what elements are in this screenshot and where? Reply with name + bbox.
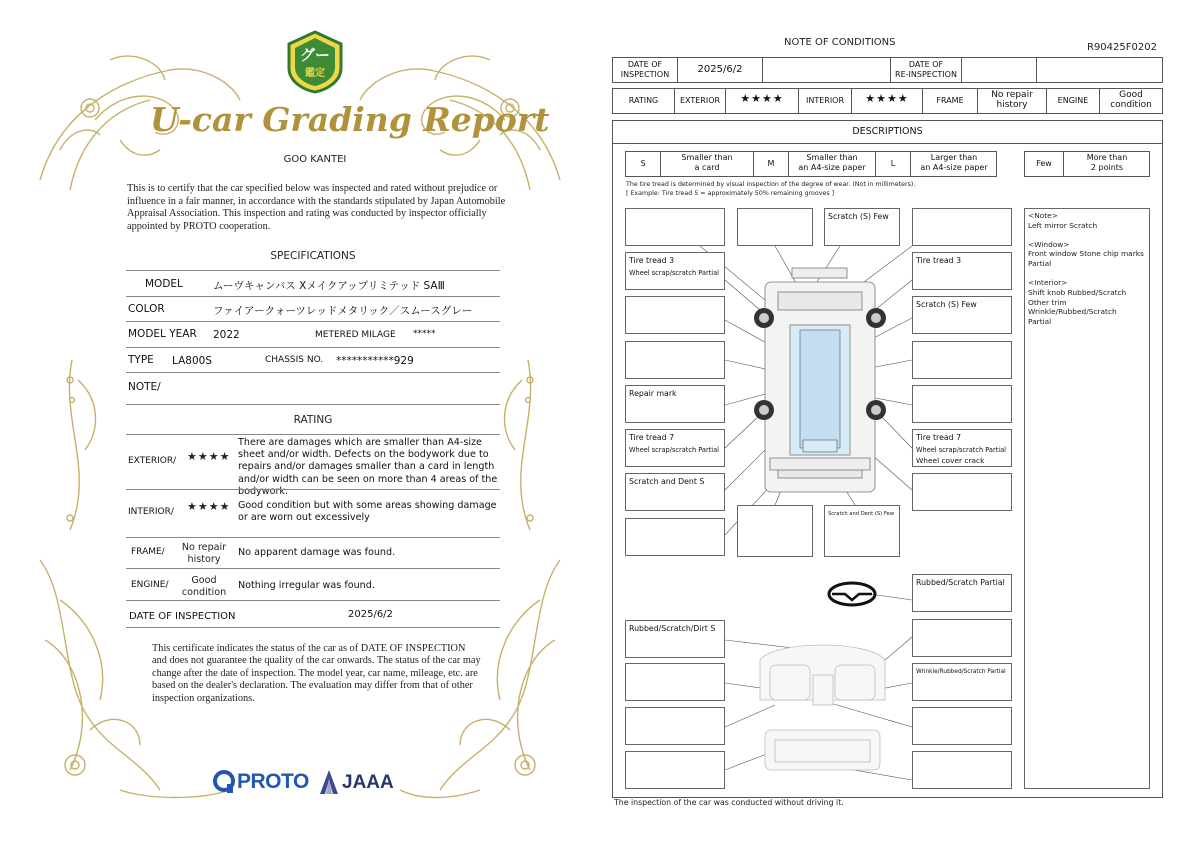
damage-box	[625, 296, 725, 334]
engine-value-line: condition	[181, 587, 227, 598]
color-value: ファイアークォーツレッドメタリック／スムースグレー	[213, 305, 473, 317]
damage-box-tire-front-right	[912, 252, 1012, 290]
damage-box-tire-rear-left	[625, 429, 725, 467]
exterior-description: There are damages which are smaller than A4-size sheet and/or width. Defects on the bodywork due to repairs and/or damages smaller than a card in length and/or width can be seen on more than 4 areas of the bodywork.	[238, 437, 498, 497]
interior-line: Shift knob Rubbed/Scratch	[1028, 287, 1127, 297]
divider	[126, 296, 500, 297]
specifications-heading: SPECIFICATIONS	[270, 250, 356, 262]
damage-box-repair-mark	[625, 385, 725, 423]
exterior-stars: ★★★★	[740, 92, 784, 105]
model-value: ムーヴキャンバス Xメイクアップリミテッド SAⅢ	[213, 280, 445, 292]
damage-box	[625, 663, 725, 701]
damage-box-wrinkle	[912, 663, 1012, 701]
header-line: DATE OF	[908, 60, 944, 69]
frame-label: FRAME/	[131, 547, 165, 557]
interior-stars: ★★★★	[187, 500, 231, 513]
note-header: <Note>	[1028, 211, 1058, 220]
frame-value-line: No repair	[991, 90, 1033, 100]
divider	[126, 568, 500, 569]
frame-value-line: history	[187, 554, 221, 565]
certificate-footer: This certificate indicates the status of the car as of DATE OF INSPECTION and does not guarantee the quality of the car onwards. The status of the car may change after the date of inspection. The model year, car name, mileage, etc. are based on the dealer's declaration. The evaluation may differ from that of other inspection organizations.	[152, 643, 481, 704]
engine-value-line: condition	[1110, 100, 1152, 110]
engine-label: ENGINE	[1057, 96, 1089, 105]
jaaa-logo-icon	[318, 768, 340, 796]
damage-label: Rubbed/Scratch/Dirt S	[629, 624, 716, 633]
legend-line: Smaller than	[681, 153, 733, 162]
engine-description: Nothing irregular was found.	[238, 580, 375, 591]
engine-value-line: Good	[1119, 90, 1143, 100]
proto-logo-text: PROTO	[237, 770, 309, 793]
frame-label: FRAME	[936, 96, 964, 105]
model-year-value: 2022	[213, 329, 240, 341]
divider	[126, 627, 500, 628]
frame-description: No apparent damage was found.	[238, 547, 396, 558]
damage-label: Scratch and Dent S	[629, 477, 705, 486]
note-of-conditions	[600, 0, 1200, 848]
mileage-label: METERED MILAGE	[315, 330, 396, 340]
damage-box	[625, 341, 725, 379]
damage-box-steering	[912, 574, 1012, 612]
damage-box	[912, 385, 1012, 423]
interior-line: Other trim	[1028, 297, 1067, 307]
divider	[126, 372, 500, 373]
exterior-label: EXTERIOR/	[128, 456, 177, 466]
damage-label: Tire tread 7	[916, 433, 962, 442]
legend-line: an A4-size paper	[798, 163, 866, 172]
damage-box	[912, 707, 1012, 745]
goo-kantei-badge	[286, 30, 344, 94]
interior-description: Good condition but with some areas showing damage or are worn out excessively	[238, 500, 497, 524]
window-header: <Window>	[1028, 239, 1070, 249]
divider	[126, 321, 500, 322]
color-label: COLOR	[128, 303, 165, 315]
damage-label: Tire tread 7	[629, 433, 675, 442]
mileage-value: *****	[413, 329, 436, 339]
model-year-label: MODEL YEAR	[128, 328, 197, 340]
damage-box	[912, 208, 1012, 246]
engine-value-line: Good	[191, 575, 217, 586]
damage-sublabel: Wheel cover crack	[916, 456, 985, 465]
notes-content	[1028, 211, 1144, 327]
damage-box-tire-front-left	[625, 252, 725, 290]
svg-text:グー: グー	[299, 46, 331, 64]
frame-value	[176, 542, 232, 566]
damage-box	[912, 619, 1012, 657]
date-of-inspection-value: 2025/6/2	[348, 609, 393, 620]
divider	[126, 404, 500, 405]
exterior-label: EXTERIOR	[679, 96, 721, 105]
damage-box	[625, 751, 725, 789]
legend-line: 2 points	[1090, 163, 1124, 172]
divider	[126, 600, 500, 601]
legend-l: L	[890, 159, 896, 168]
steering-wheel-icon	[829, 583, 875, 605]
damage-label: Wrinkle/Rubbed/Scratch Partial	[916, 669, 1006, 675]
note-line: Left mirror Scratch	[1028, 220, 1098, 230]
report-subtitle: GOO KANTEI	[283, 154, 347, 165]
report-title: U-car Grading Report	[150, 100, 550, 139]
interior-line: Partial	[1028, 317, 1052, 327]
divider	[126, 347, 500, 348]
damage-box	[912, 341, 1012, 379]
tire-note-line: [ Example: Tire tread 5 = approximately 50% remaining grooves ]	[626, 190, 835, 197]
frame-value-line: No repair	[181, 542, 227, 553]
exterior-stars: ★★★★	[187, 450, 231, 463]
damage-label: Repair mark	[629, 389, 677, 398]
damage-box	[912, 751, 1012, 789]
note-label: NOTE/	[128, 381, 161, 393]
legend-line: a card	[694, 163, 720, 172]
rating-label: RATING	[628, 96, 659, 105]
damage-label: Scratch (S) Few	[916, 300, 977, 309]
damage-box-dashboard	[625, 620, 725, 658]
legend-s: S	[640, 159, 646, 168]
damage-box	[912, 473, 1012, 511]
legend-line: an A4-size paper	[920, 163, 988, 172]
chassis-label: CHASSIS NO.	[265, 355, 324, 365]
damage-box	[737, 505, 813, 557]
divider	[126, 537, 500, 538]
damage-box-scratch-dent	[625, 473, 725, 511]
descriptions-heading: DESCRIPTIONS	[852, 126, 923, 137]
divider	[126, 434, 500, 435]
model-label: MODEL	[145, 278, 183, 290]
divider	[126, 489, 500, 490]
damage-box-tire-rear-right	[912, 429, 1012, 467]
interior-label: INTERIOR/	[128, 507, 174, 517]
date-of-inspection-label: DATE OF INSPECTION	[129, 611, 236, 622]
conditions-footer: The inspection of the car was conducted without driving it.	[614, 798, 844, 807]
damage-label: Scratch and Dent (S) Few	[828, 511, 894, 517]
damage-label: Tire tread 3	[629, 256, 675, 265]
damage-sublabel: Wheel scrap/scratch Partial	[916, 446, 1006, 454]
damage-label: Rubbed/Scratch Partial	[916, 578, 1005, 587]
damage-sublabel: Wheel scrap/scratch Partial	[629, 446, 719, 454]
header-line: INSPECTION	[620, 70, 670, 79]
legend-line: Smaller than	[806, 153, 858, 162]
engine-label: ENGINE/	[131, 580, 169, 590]
type-value: LA800S	[172, 355, 212, 367]
damage-label: Tire tread 3	[916, 256, 962, 265]
damage-box	[737, 208, 813, 246]
date-of-inspection-value: 2025/6/2	[697, 64, 743, 75]
interior-header: <Interior>	[1028, 277, 1068, 287]
tire-note-line: The tire tread is determined by visual inspection of the degree of wear. (Not in millimeters).	[626, 181, 916, 188]
svg-text:鑑定: 鑑定	[305, 68, 325, 79]
report-id: R90425F0202	[1087, 42, 1157, 53]
jaaa-logo-text: JAAA	[342, 772, 394, 793]
damage-sublabel: Wheel scrap/scratch Partial	[629, 269, 719, 277]
header-line: RE-INSPECTION	[895, 70, 957, 79]
damage-box	[625, 518, 725, 556]
header-line: DATE OF	[627, 60, 663, 69]
frame-value-line: history	[996, 100, 1028, 110]
legend-line: More than	[1086, 153, 1128, 162]
damage-label: Scratch (S) Few	[828, 212, 889, 221]
interior-line: Wrinkle/Rubbed/Scratch	[1028, 307, 1117, 317]
divider	[126, 270, 500, 271]
damage-box-scratch-top	[824, 208, 900, 246]
interior-label: INTERIOR	[805, 96, 845, 105]
rating-heading: RATING	[293, 414, 333, 426]
type-label: TYPE	[128, 354, 154, 366]
damage-box	[625, 707, 725, 745]
damage-box-scratch-dent-few	[824, 505, 900, 557]
legend-few-label: Few	[1036, 159, 1052, 168]
interior-stars: ★★★★	[865, 92, 909, 105]
intro-paragraph: This is to certify that the car specified below was inspected and rated without prejudice or influence in a fair manner, in accordance with the standards stipulated by Japan Automobile Appraisal Association. This inspection and rating was conducted by inspector officially appointed by PROTO cooperation.	[127, 183, 506, 232]
window-line: Partial	[1028, 259, 1052, 269]
legend-m: M	[767, 159, 775, 168]
proto-logo-icon	[213, 770, 235, 794]
window-line: Front window Stone chip marks	[1028, 249, 1144, 259]
conditions-title: NOTE OF CONDITIONS	[784, 37, 896, 48]
damage-box-scratch-right	[912, 296, 1012, 334]
damage-box	[625, 208, 725, 246]
chassis-value: ***********929	[336, 355, 414, 367]
legend-line: Larger than	[930, 153, 978, 162]
engine-value	[176, 575, 232, 599]
